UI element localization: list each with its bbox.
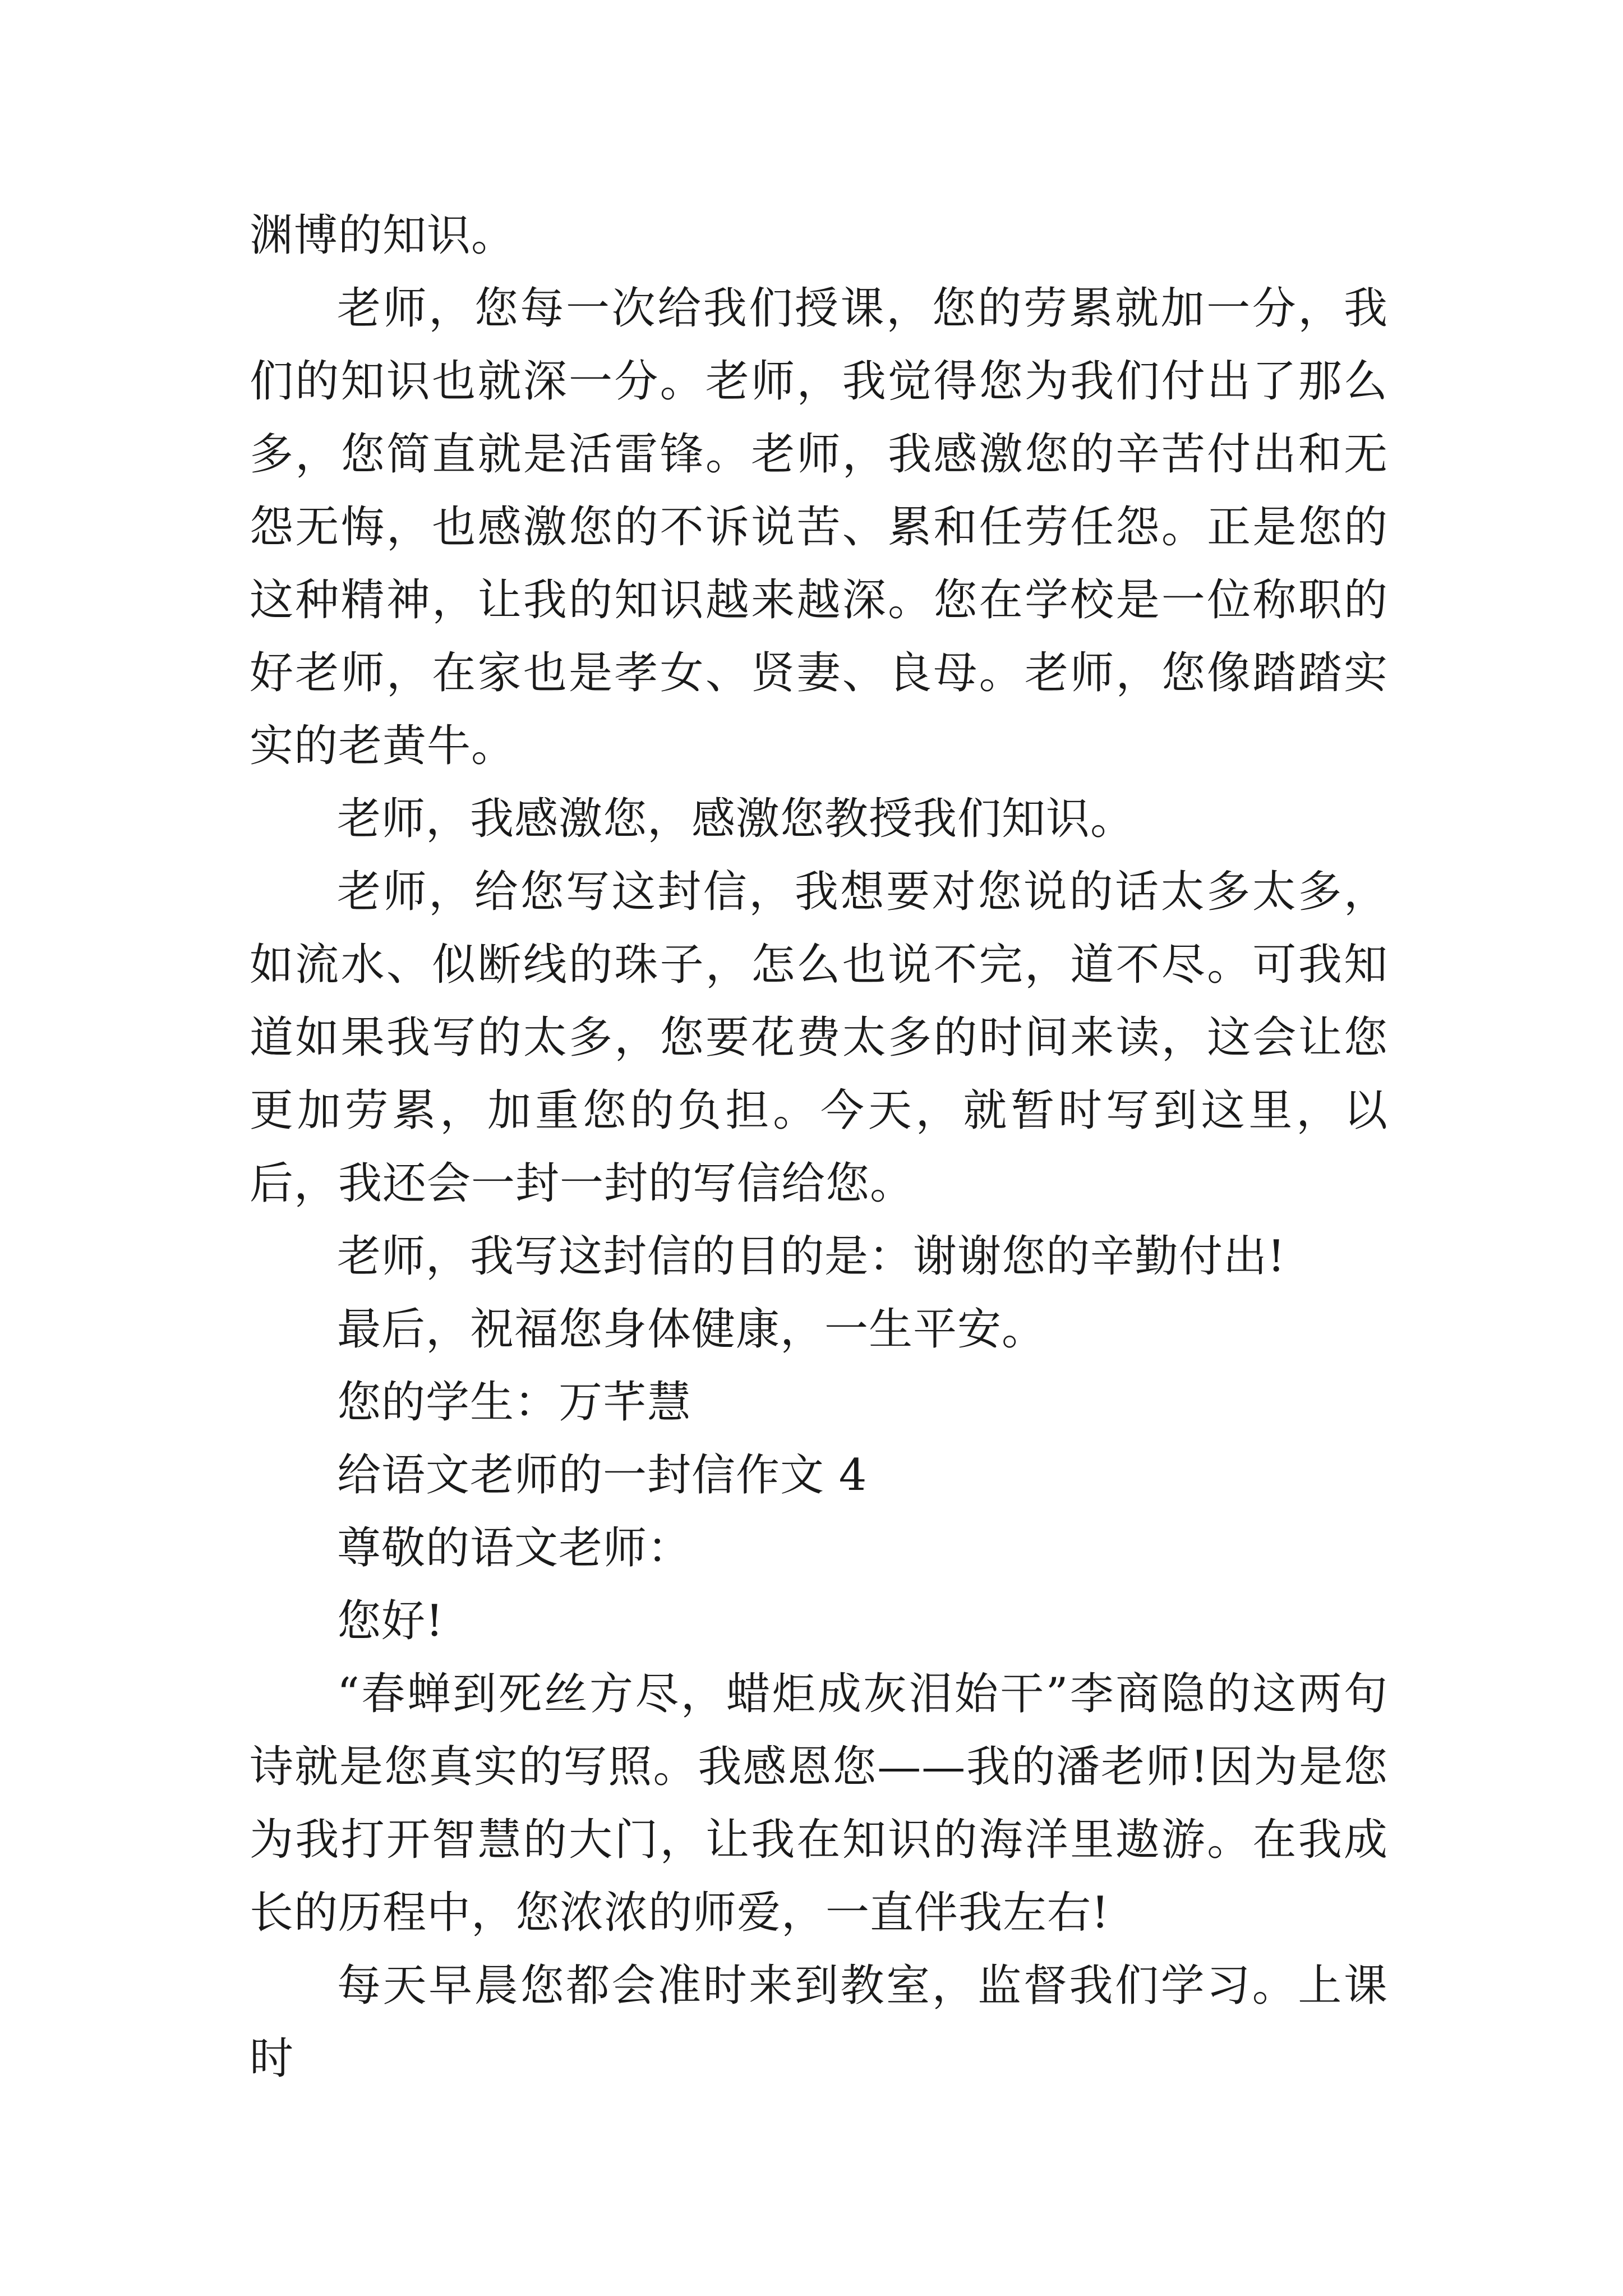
- paragraph-1: 渊博的知识。: [250, 210, 516, 261]
- letter-body: [250, 199, 1388, 2095]
- paragraph-8: 每天早晨您都会准时来到教室，监督我们学习。上课时: [250, 1961, 1388, 2084]
- paragraph-5: 老师，我写这封信的目的是：谢谢您的辛勤付出!: [337, 1231, 1286, 1282]
- section-heading: 给语文老师的一封信作文 4: [337, 1450, 868, 1501]
- paragraph-3: 老师，我感激您，感激您教授我们知识。: [337, 794, 1135, 844]
- paragraph-6: 最后，祝福您身体健康，一生平安。: [337, 1304, 1046, 1355]
- greeting: 您好!: [337, 1596, 444, 1646]
- signature-line: 您的学生：万芊慧: [337, 1377, 692, 1428]
- salutation: 尊敬的语文老师：: [337, 1523, 692, 1573]
- paragraph-2: 老师，您每一次给我们授课，您的劳累就加一分，我们的知识也就深一分。老师，我觉得您为我们付出了那么多，您简直就是活雷锋。老师，我感激您的辛苦付出和无怨无悔，也感激您的不诉说苦、累和任劳任怨。正是您的这种精神，让我的知识越来越深。您在学校是一位称职的好老师，在家也是孝女、贤妻、良母。老师，您像踏踏实实的老黄牛。: [250, 283, 1388, 771]
- paragraph-4: 老师，给您写这封信，我想要对您说的话太多太多，如流水、似断线的珠子，怎么也说不完，道不尽。可我知道如果我写的太多，您要花费太多的时间来读，这会让您更加劳累，加重您的负担。今天，就暂时写到这里，以后，我还会一封一封的写信给您。: [250, 867, 1388, 1209]
- paragraph-7: “春蝉到死丝方尽，蜡炬成灰泪始干”李商隐的这两句诗就是您真实的写照。我感恩您——我的潘老师!因为是您为我打开智慧的大门，让我在知识的海洋里遨游。在我成长的历程中，您浓浓的师爱，一直伴我左右!: [250, 1669, 1388, 1938]
